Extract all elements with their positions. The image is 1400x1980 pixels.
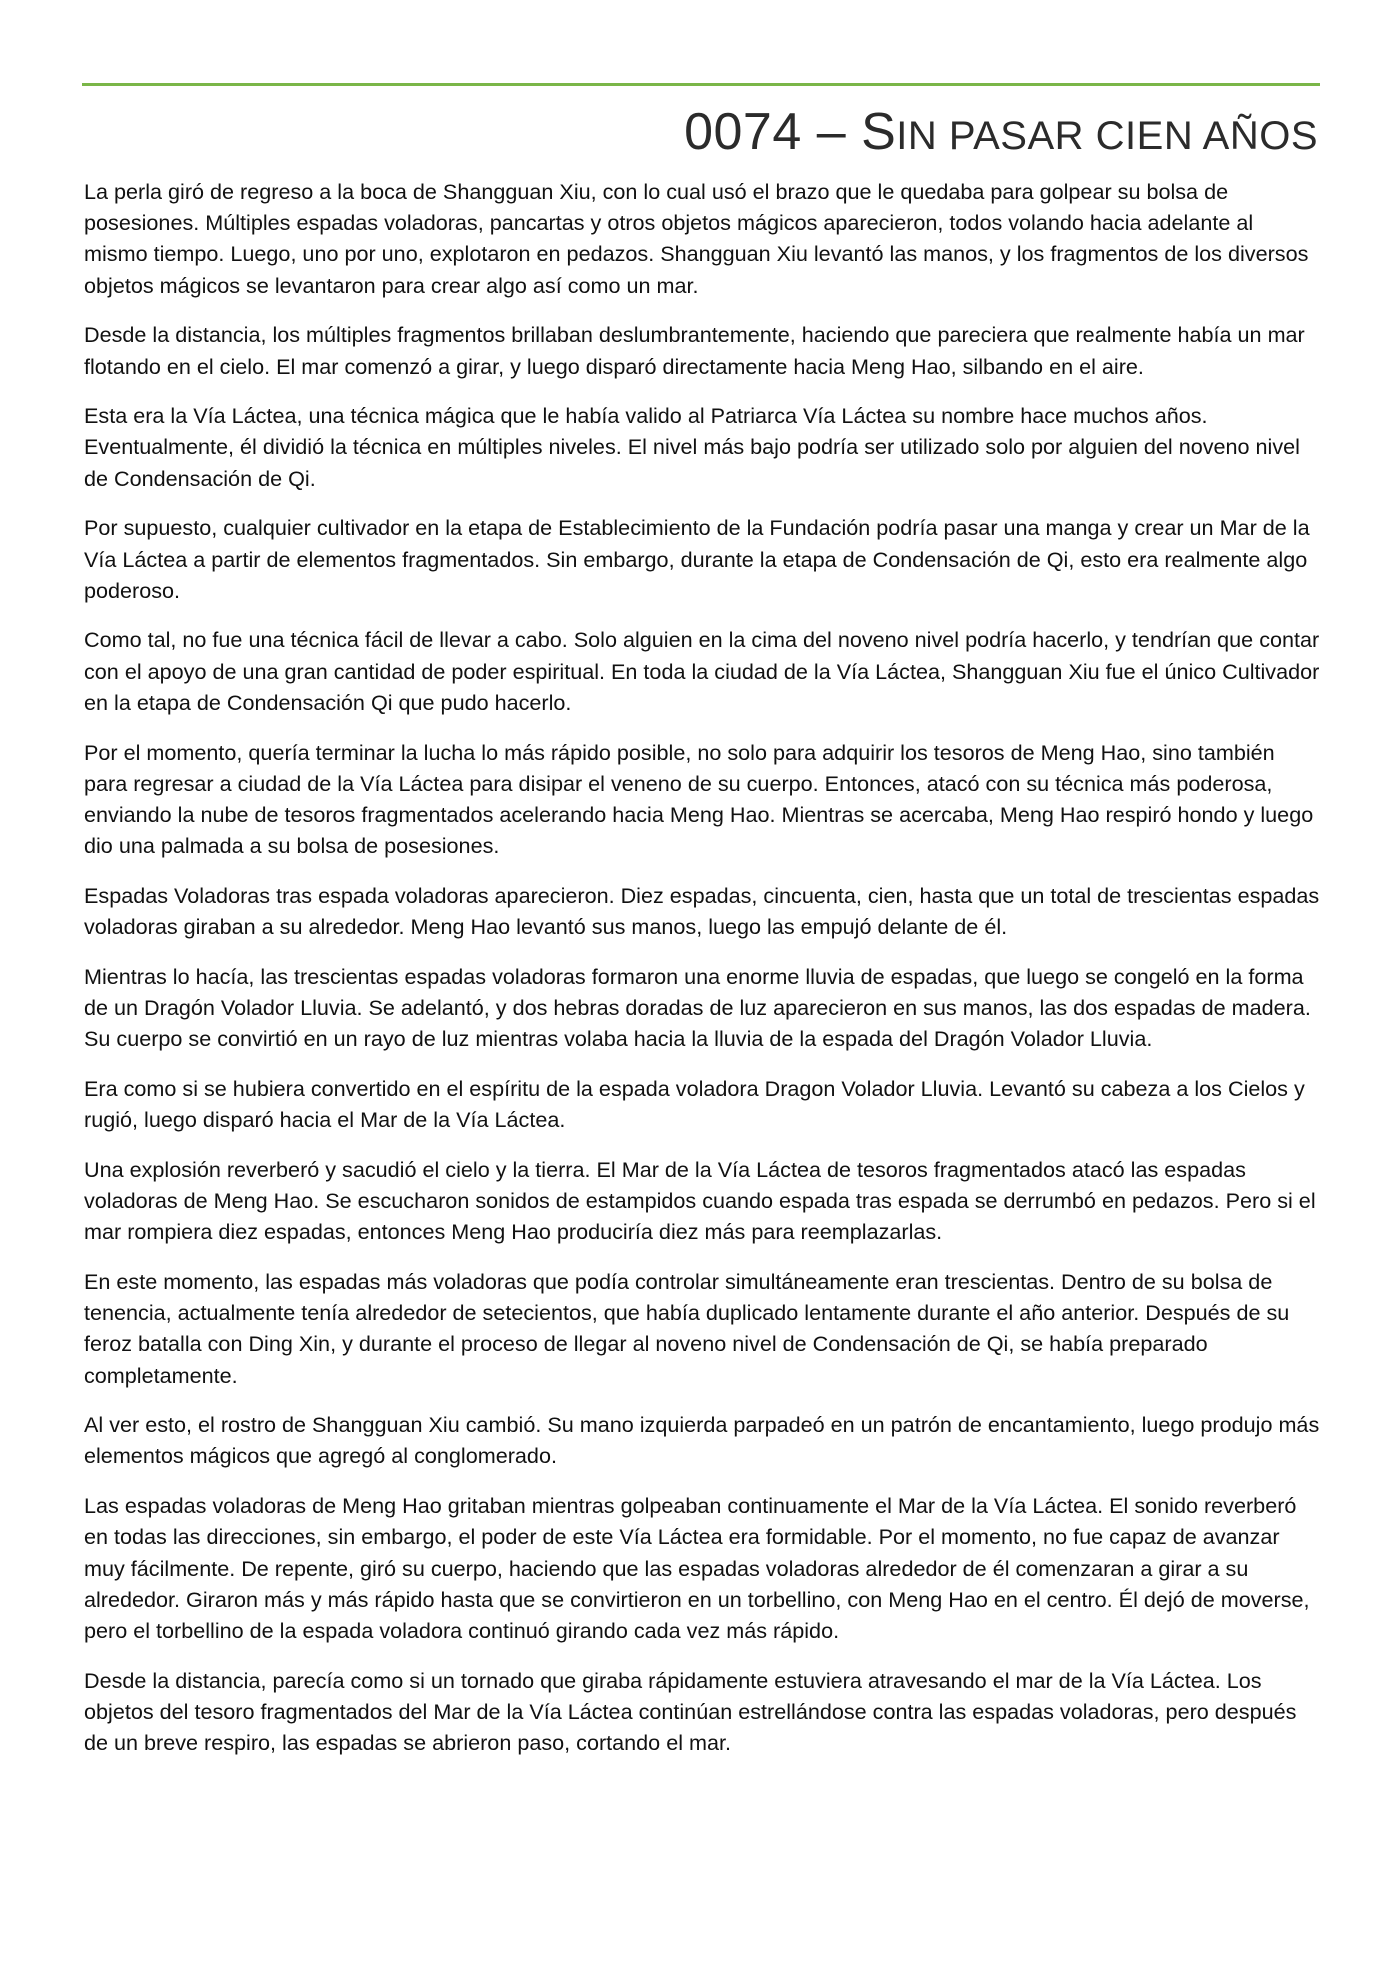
paragraph: En este momento, las espadas más voladoras que podía controlar simultáneamente eran trescientas. Dentro de su bolsa de tenencia, actualmente tenía alrededor de setecientos, que había duplicado lentamente durante el año anterior. Después de su feroz batalla con Ding Xin, y durante el proceso de llegar al noveno nivel de Condensación de Qi, se había preparado completamente. — [84, 1268, 1290, 1388]
paragraph: Como tal, no fue una técnica fácil de llevar a cabo. Solo alguien en la cima del noveno nivel podría hacerlo, y tendrían que contar con el apoyo de una gran cantidad de poder espiritual. En toda la ciudad de la Vía Láctea, Shangguan Xiu fue el único Cultivador en la etapa de Condensación Qi que pudo hacerlo. — [84, 627, 1320, 715]
chapter-number: 0074 — [684, 103, 802, 161]
paragraph: Desde la distancia, parecía como si un tornado que giraba rápidamente estuviera atravesando el mar de la Vía Láctea. Los objetos del tesoro fragmentados del Mar de la Vía Láctea continúan estrellándose contra las espadas voladoras, pero después de un breve respiro, las espadas se abrieron paso, cortando el mar. — [84, 1667, 1297, 1756]
paragraph: Mientras lo hacía, las trescientas espadas voladoras formaron una enorme lluvia de espadas, que luego se congeló en la forma de un Dragón Volador Lluvia. Se adelantó, y dos hebras doradas de luz aparecieron en sus manos, las dos espadas de madera. Su cuerpo se convirtió en un rayo de luz mientras volaba hacia la lluvia de la espada del Dragón Volador Lluvia. — [84, 963, 1311, 1052]
paragraph: Esta era la Vía Láctea, una técnica mágica que le había valido al Patriarca Vía Láctea su nombre hace muchos años. Eventualmente, él dividió la técnica en múltiples niveles. El nivel más bajo podría ser utilizado solo por alguien del noveno nivel de Condensación de Qi. — [84, 403, 1300, 491]
chapter-title — [684, 96, 1318, 172]
paragraph: La perla giró de regreso a la boca de Shangguan Xiu, con lo cual usó el brazo que le quedaba para golpear su bolsa de posesiones. Múltiples espadas voladoras, pancartas y otros objetos mágicos aparecieron, todos volando hacia adelante al mismo tiempo. Luego, uno por uno, explotaron en pedazos. Shangguan Xiu levantó las manos, y los fragmentos de los diversos objetos mágicos se levantaron para crear algo así como un mar. — [84, 179, 1309, 298]
paragraph: Espadas Voladoras tras espada voladoras aparecieron. Diez espadas, cincuenta, cien, hasta que un total de trescientas espadas voladoras giraban a su alrededor. Meng Hao levantó sus manos, luego las empujó delante de él. — [84, 882, 1320, 940]
paragraph: Desde la distancia, los múltiples fragmentos brillaban deslumbrantemente, haciendo que pareciera que realmente había un mar flotando en el cielo. El mar comenzó a girar, y luego disparó directamente hacia Meng Hao, silbando en el aire. — [84, 322, 1305, 379]
paragraph: Por el momento, quería terminar la lucha lo más rápido posible, no solo para adquirir los tesoros de Meng Hao, sino también para regresar a ciudad de la Vía Láctea para disipar el veneno de su cuerpo. Entonces, atacó con su técnica más poderosa, enviando la nube de tesoros fragmentados acelerando hacia Meng Hao. Mientras se acercaba, Meng Hao respiró hondo y luego dio una palmada a su bolsa de posesiones. — [84, 739, 1314, 859]
body-text — [84, 176, 1320, 1777]
chapter-title-rest: IN PASAR CIEN AÑOS — [896, 114, 1318, 158]
paragraph: Por supuesto, cualquier cultivador en la etapa de Establecimiento de la Fundación podría pasar una manga y crear un Mar de la Vía Láctea a partir de elementos fragmentados. Sin embargo, durante la etapa de Condensación de Qi, esto era realmente algo poderoso. — [84, 515, 1310, 603]
chapter-separator: – — [816, 103, 847, 161]
paragraph: Una explosión reverberó y sacudió el cielo y la tierra. El Mar de la Vía Láctea de tesoros fragmentados atacó las espadas voladoras de Meng Hao. Se escucharon sonidos de estampidos cuando espada tras espada se derrumbó en pedazos. Pero si el mar rompiera diez espadas, entonces Meng Hao produciría diez más para reemplazarlas. — [84, 1156, 1316, 1245]
paragraph: Las espadas voladoras de Meng Hao gritaban mientras golpeaban continuamente el Mar de la Vía Láctea. El sonido reverberó en todas las direcciones, sin embargo, el poder de este Vía Láctea era formidable. Por el momento, no fue capaz de avanzar muy fácilmente. De repente, giró su cuerpo, haciendo que las espadas voladoras alrededor de él comenzaran a girar a su alrededor. Giraron más y más rápido hasta que se convirtieron en un torbellino, con Meng Hao en el centro. Él dejó de moverse, pero el torbellino de la espada voladora continuó girando cada vez más rápido. — [84, 1493, 1310, 1643]
paragraph: Era como si se hubiera convertido en el espíritu de la espada voladora Dragon Volador Lluvia. Levantó su cabeza a los Cielos y rugió, luego disparó hacia el Mar de la Vía Láctea. — [84, 1075, 1305, 1133]
chapter-title-initial: S — [861, 103, 897, 161]
header-rule — [82, 83, 1320, 86]
paragraph: Al ver esto, el rostro de Shangguan Xiu cambió. Su mano izquierda parpadeó en un patrón de encantamiento, luego produjo más elementos mágicos que agregó al conglomerado. — [84, 1412, 1320, 1469]
